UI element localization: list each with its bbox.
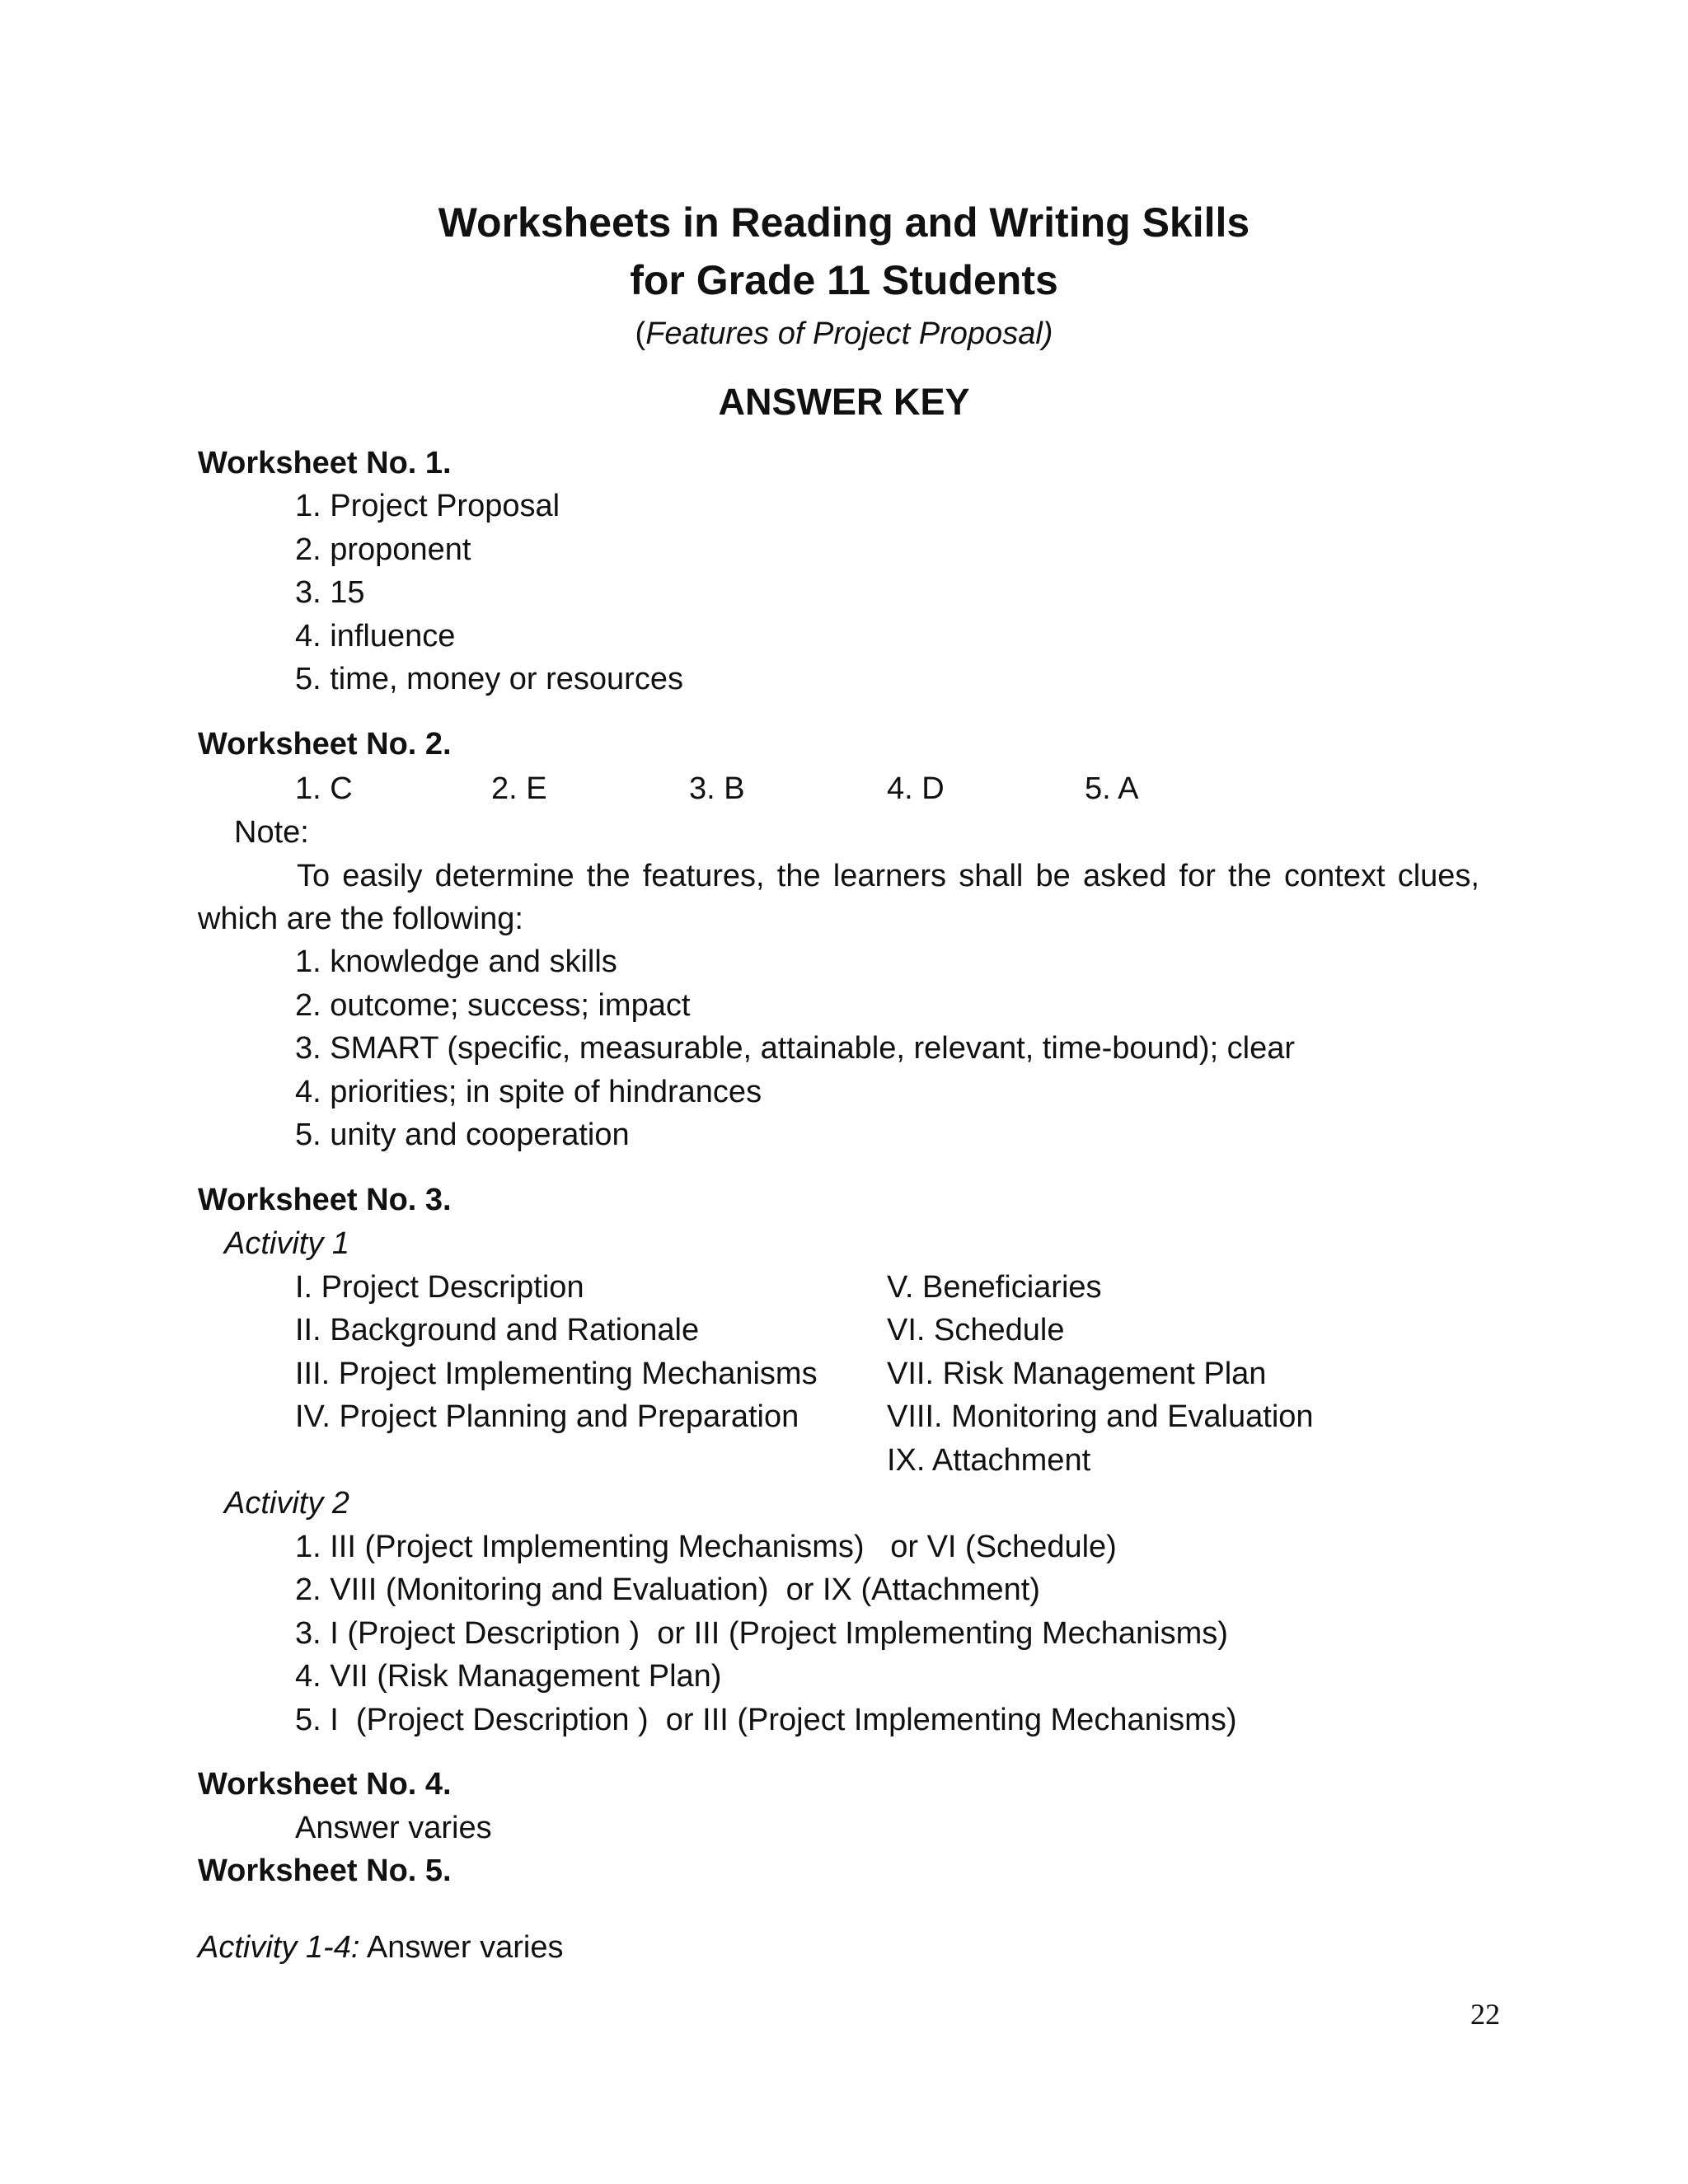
worksheet1-item: 1. Project Proposal	[295, 489, 560, 523]
activity1-right-item: IX. Attachment	[887, 1443, 1091, 1478]
worksheet5-activity-text: Answer varies	[359, 1930, 564, 1965]
worksheet2-answer: 5. A	[1085, 771, 1139, 806]
activity2-item: 1. III (Project Implementing Mechanisms) or VI (Schedule)	[295, 1530, 1117, 1564]
activity2-item: 3. I (Project Description ) or III (Project Implementing Mechanisms)	[295, 1616, 1228, 1651]
activity1-left-item: IV. Project Planning and Preparation	[295, 1399, 799, 1434]
worksheet2-note-text: To easily determine the features, the learners shall be asked for the context clues, which are the following:	[198, 859, 1479, 936]
document-title-line1: Worksheets in Reading and Writing Skills	[438, 199, 1250, 246]
worksheet1-item: 3. 15	[295, 575, 365, 610]
worksheet3-heading: Worksheet No. 3.	[198, 1183, 452, 1217]
activity2-item: 4. VII (Risk Management Plan)	[295, 1659, 722, 1694]
worksheet2-answer: 4. D	[887, 771, 945, 806]
worksheet4-text: Answer varies	[295, 1811, 492, 1845]
worksheet2-clue: 3. SMART (specific, measurable, attainable, relevant, time-bound); clear	[295, 1031, 1296, 1066]
worksheet2-clue: 2. outcome; success; impact	[295, 988, 691, 1023]
subtitle-text: Features of Project Proposal)	[645, 316, 1053, 351]
activity1-right-item: VII. Risk Management Plan	[887, 1357, 1267, 1391]
document-title-line2: for Grade 11 Students	[630, 257, 1058, 303]
activity2-item: 2. VIII (Monitoring and Evaluation) or IX (Attachment)	[295, 1572, 1040, 1607]
activity1-left-item: I. Project Description	[295, 1270, 584, 1305]
answer-key-heading: ANSWER KEY	[718, 381, 970, 423]
worksheet1-item: 4. influence	[295, 619, 456, 654]
worksheet1-item: 5. time, money or resources	[295, 662, 683, 696]
worksheet2-clue: 1. knowledge and skills	[295, 944, 617, 979]
worksheet2-answer: 2. E	[491, 771, 547, 806]
worksheet1-heading: Worksheet No. 1.	[198, 446, 452, 480]
worksheet5-activity	[198, 1927, 563, 1968]
activity1-left-item: II. Background and Rationale	[295, 1313, 700, 1347]
worksheet2-answer: 1. C	[295, 771, 353, 806]
activity1-left-item: III. Project Implementing Mechanisms	[295, 1357, 818, 1391]
worksheet3-activity2-label: Activity 2	[224, 1486, 350, 1521]
activity1-right-item: V. Beneficiaries	[887, 1270, 1102, 1305]
activity1-right-item: VI. Schedule	[887, 1313, 1065, 1347]
worksheet2-answer: 3. B	[689, 771, 745, 806]
page-number: 22	[1470, 1998, 1500, 2031]
worksheet2-clue: 5. unity and cooperation	[295, 1118, 630, 1152]
worksheet5-heading: Worksheet No. 5.	[198, 1854, 452, 1888]
worksheet4-heading: Worksheet No. 4.	[198, 1767, 452, 1802]
activity2-item: 5. I (Project Description ) or III (Project Implementing Mechanisms)	[295, 1703, 1237, 1737]
worksheet5-activity-label: Activity 1-4:	[198, 1930, 360, 1965]
subtitle-open-paren: (	[635, 316, 646, 351]
activity1-right-item: VIII. Monitoring and Evaluation	[887, 1399, 1314, 1434]
worksheet1-item: 2. proponent	[295, 532, 471, 567]
worksheet2-note-label: Note:	[234, 815, 309, 850]
worksheet3-activity1-label: Activity 1	[224, 1226, 350, 1261]
worksheet2-heading: Worksheet No. 2.	[198, 727, 452, 762]
document-subtitle	[0, 313, 1688, 354]
worksheet2-clue: 4. priorities; in spite of hindrances	[295, 1075, 762, 1109]
